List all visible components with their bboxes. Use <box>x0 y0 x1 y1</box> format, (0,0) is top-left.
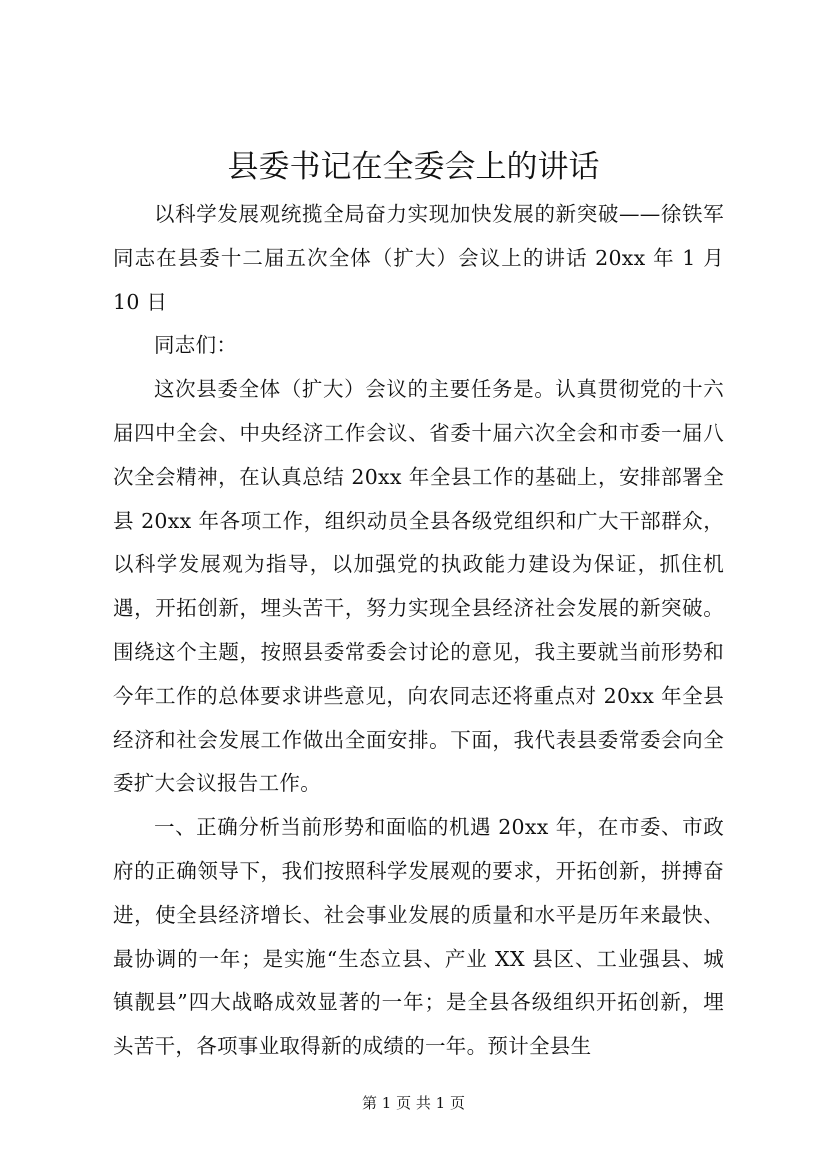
salutation-paragraph: 同志们： <box>154 333 238 358</box>
document-body <box>113 193 724 1069</box>
body-paragraph: 一、正确分析当前形势和面临的机遇 20xx 年，在市委、市政府的正确领导下，我们按照科学发展观的要求，开拓创新，拼搏奋进，使全县经济增长、社会事业发展的质量和水平是历年来最快、最协调的一年；是实施“生态立县、产业 XX 县区、工业强县、城镇靓县”四大战略成效显著的一年；是全县各级组织开拓创新，埋头苦干，各项事业取得新的成绩的一年。预计全县生 <box>113 815 724 1059</box>
subtitle-paragraph: 以科学发展观统揽全局奋力实现加快发展的新突破——徐铁军同志在县委十二届五次全体（扩大）会议上的讲话 20xx 年 1 月 10 日 <box>113 202 724 314</box>
body-paragraph: 这次县委全体（扩大）会议的主要任务是。认真贯彻党的十六届四中全会、中央经济工作会议、省委十届六次全会和市委一届八次全会精神，在认真总结 20xx 年全县工作的基础上，安排部署全县 20xx 年各项工作，组织动员全县各级党组织和广大干部群众，以科学发展观为指导，以加强党的执政能力建设为保证，抓住机遇，开拓创新，埋头苦干，努力实现全县经济社会发展的新突破。围绕这个主题，按照县委常委会讨论的意见，我主要就当前形势和今年工作的总体要求讲些意见，向农同志还将重点对 20xx 年全县经济和社会发展工作做出全面安排。下面，我代表县委常委会向全委扩大会议报告工作。 <box>113 377 724 796</box>
page-footer: 第 1 页 共 1 页 <box>362 1094 465 1112</box>
document-title: 县委书记在全委会上的讲话 <box>227 149 600 185</box>
